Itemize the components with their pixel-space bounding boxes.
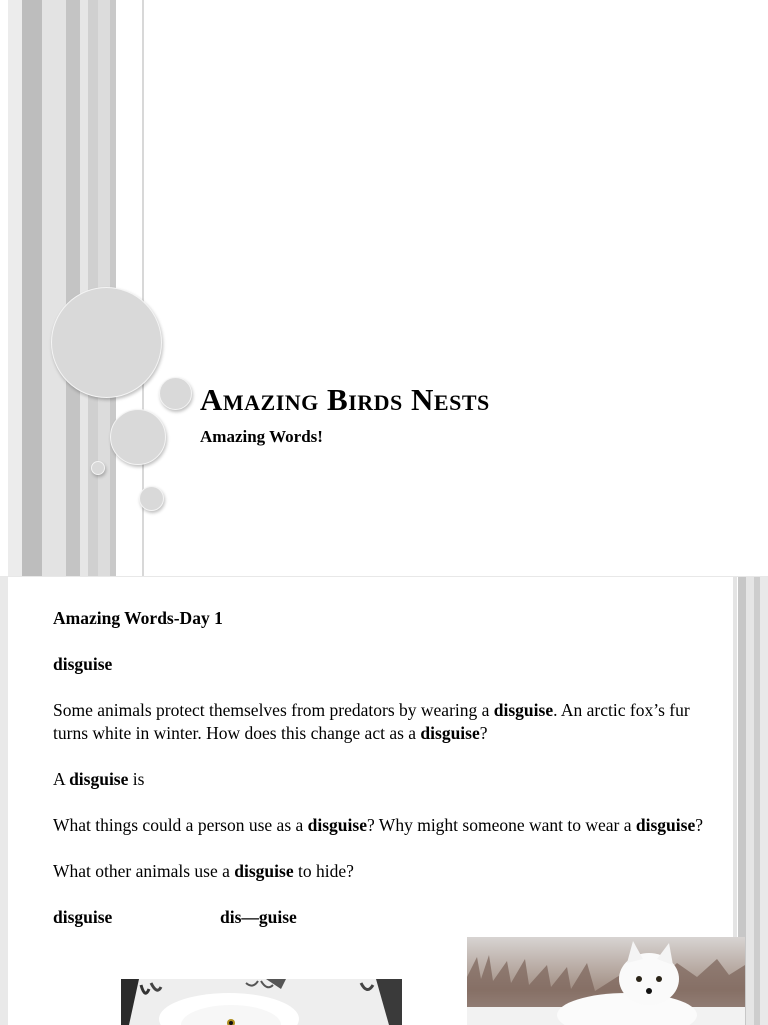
vocabulary-slide <box>0 576 768 1025</box>
decor-circle <box>159 377 192 410</box>
slide-edge <box>0 577 8 1025</box>
paragraph-other-animals: What other animals use a disguise to hide? <box>53 861 354 881</box>
arctic-fox-image <box>467 937 745 1025</box>
vocab-word: disguise <box>53 654 113 674</box>
paragraph-predators: Some animals protect themselves from predators by wearing a disguise. An arctic fox’s fur turns white in winter. How does this change act as a disguise? <box>53 700 690 743</box>
decor-circle <box>91 461 105 475</box>
syllable-row <box>53 906 713 929</box>
decor-circle <box>110 409 166 465</box>
decor-stripe <box>8 0 22 576</box>
decor-stripe <box>22 0 42 576</box>
decor-stripe <box>746 577 754 1025</box>
decor-stripe <box>66 0 80 576</box>
decor-stripe <box>80 0 88 576</box>
day-heading: Amazing Words-Day 1 <box>53 608 223 628</box>
syllable-split: dis—guise <box>220 907 297 927</box>
snowy-owl-photo <box>121 979 402 1025</box>
slide-title: Amazing Birds Nests <box>200 382 490 417</box>
slide-subtitle: Amazing Words! <box>200 427 323 446</box>
decor-stripe <box>760 577 768 1025</box>
decor-circle <box>139 486 164 511</box>
syllable-word: disguise <box>53 907 113 927</box>
paragraph-definition: A disguise is <box>53 769 145 789</box>
arctic-fox-photo <box>467 937 745 1025</box>
snowy-owl-image <box>121 979 402 1025</box>
paragraph-person: What things could a person use as a disguise? Why might someone want to wear a disguise? <box>53 815 704 835</box>
decor-stripe <box>42 0 66 576</box>
decor-circle <box>51 287 162 398</box>
slide-content <box>53 607 713 929</box>
